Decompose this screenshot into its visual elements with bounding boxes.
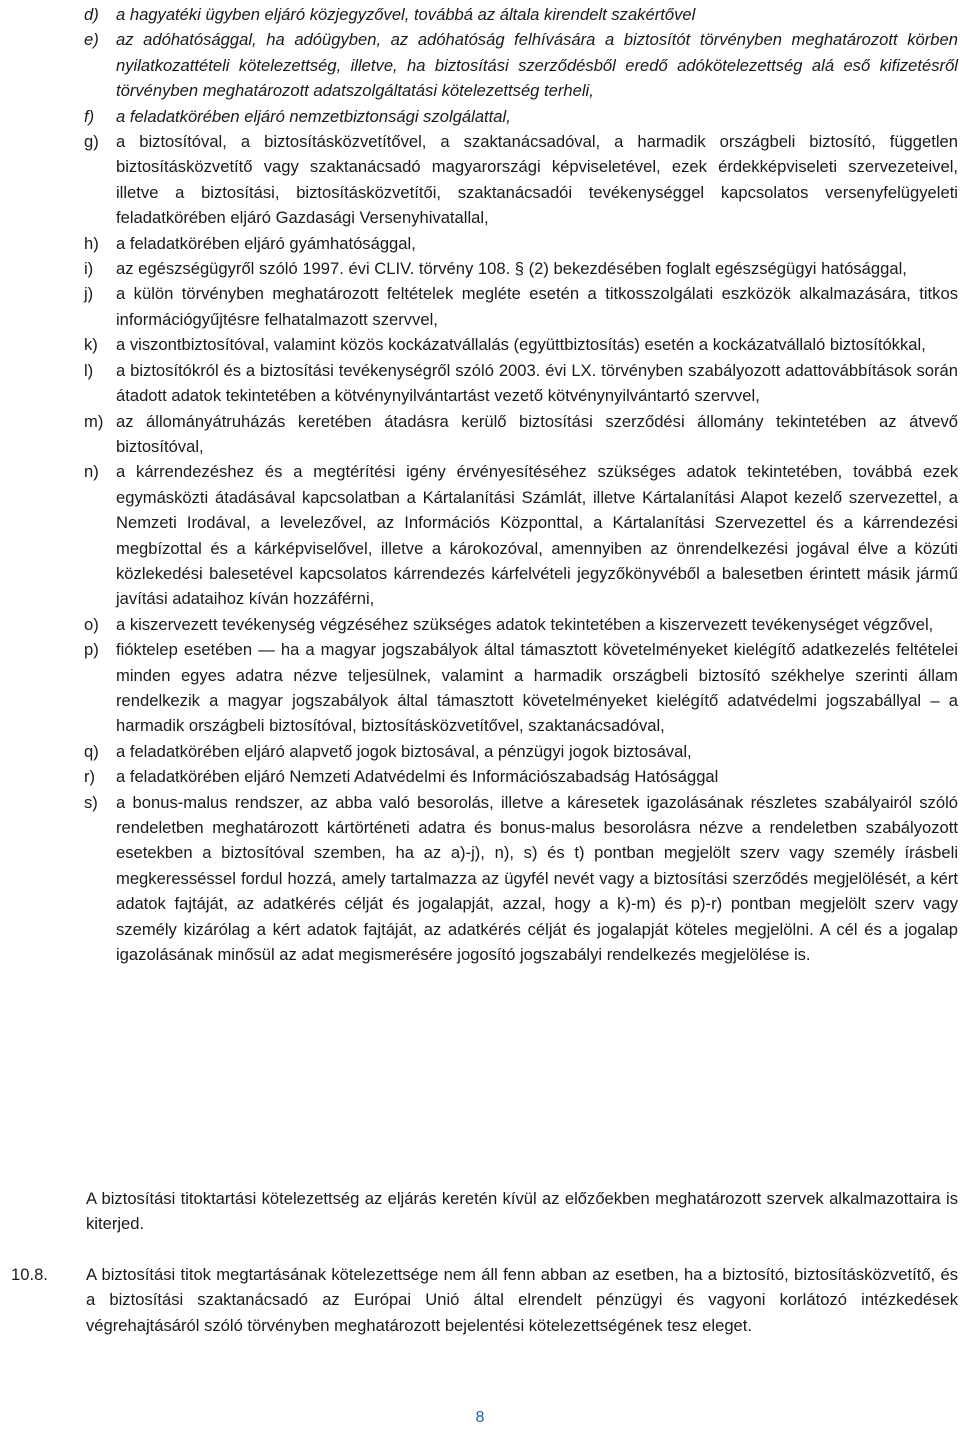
- list-item: [84, 332, 958, 357]
- list-item-text: az egészségügyről szóló 1997. évi CLIV. törvény 108. § (2) bekezdésében foglalt egészségügyi hatósággal,: [116, 259, 907, 279]
- list-item-text: a biztosítókról és a biztosítási tevékenységről szóló 2003. évi LX. törvényben szabályozott adattovábbítások során átadott adatok tekintetében a kötvénynyilvántartást vezető kötvénynyilvántartó szervvel,: [116, 360, 958, 406]
- list-item: [84, 2, 958, 27]
- list-item: [84, 637, 958, 739]
- list-item-label: f): [84, 106, 95, 126]
- list-item: [84, 358, 958, 409]
- list-item: [84, 231, 958, 256]
- section-paragraph: A biztosítási titok megtartásának kötelezettsége nem áll fenn abban az esetben, ha a biztosító, biztosításközvetítő, és a biztosítási szaktanácsadó az Európai Unió által elrendelt pénzügyi és vagyoni korlátozó intézkedések végrehajtásáról szóló törvényben meghatározott bejelentési kötelezettségének tesz eleget.: [86, 1265, 958, 1335]
- list-item-text: a kárrendezéshez és a megtérítési igény érvényesítéséhez szükséges adatok tekintetében, továbbá ezek egymásközti átadásával kapcsolatban a Kártalanítási Számlát, illetve Kártalanítási Alapot kezelő szervezettel, a Nemzeti Irodával, a levelezővel, az Információs Központtal, a Kártalanítási Szervezettel és a kárrendezési megbízottal és a kárképviselővel, illetve a károkozóval, amennyiben az önrendelkezési jogával élve a közúti közlekedési balesetével kapcsolatos kárrendezés kárfelvételi jegyzőkönyvéből a balesetben érintett másik jármű javítási adataihoz kíván hozzáférni,: [116, 462, 958, 609]
- list-item: [84, 27, 958, 103]
- list-item: [84, 790, 958, 968]
- list-item: [84, 129, 958, 231]
- list-item-text: a feladatkörében eljáró nemzetbiztonsági szolgálattal,: [116, 106, 511, 126]
- closing-paragraph: A biztosítási titoktartási kötelezettség az eljárás keretén kívül az előzőekben meghatározott szervek alkalmazottaira is kiterjed.: [86, 1189, 958, 1234]
- list-item: [84, 281, 958, 332]
- list-item: [84, 409, 958, 460]
- list-item-text: a feladatkörében eljáró Nemzeti Adatvédelmi és Információszabadság Hatósággal: [116, 767, 719, 787]
- list-item-label: g): [84, 132, 99, 152]
- list-item: [84, 764, 958, 789]
- list-item-label: j): [84, 284, 94, 304]
- list-item-text: fióktelep esetében — ha a magyar jogszabályok által támasztott követelményeket kielégítő adatkezelés feltételei minden egyes adatra nézve teljesülnek, valamint a harmadik országbeli biztosító székhelye szerinti állam rendelkezik a magyar jogszabályok által támasztott követelményeket kielégítő adatvédelmi jogszabállyal – a harmadik országbeli biztosítóval, biztosításközvetítővel, szaktanácsadóval,: [116, 640, 958, 736]
- list-item-label: i): [84, 259, 94, 279]
- page-number: 8: [475, 1409, 485, 1426]
- list-item-text: a viszontbiztosítóval, valamint közös kockázatvállalás (együttbiztosítás) esetén a kockázatvállaló biztosítókkal,: [116, 335, 926, 355]
- list-item: [84, 104, 958, 129]
- list-item: [84, 459, 958, 611]
- enumerated-list: [84, 2, 958, 967]
- list-item-text: az állományátruházás keretében átadásra kerülő biztosítási szerződési állomány tekintetében az átvevő biztosítóval,: [116, 411, 958, 456]
- list-item-text: a hagyatéki ügyben eljáró közjegyzővel, továbbá az általa kirendelt szakértővel: [116, 5, 696, 24]
- list-item-label: p): [84, 640, 99, 660]
- list-item-text: a feladatkörében eljáró gyámhatósággal,: [116, 233, 416, 253]
- list-item-label: l): [84, 360, 94, 380]
- list-item-text: a bonus-malus rendszer, az abba való besorolás, illetve a káresetek igazolásának részletes szabályairól szóló rendeletben meghatározott kártörténeti adatra és bonus-malus besorolásra nézve a rendeletben szabályozott esetekben a biztosítóval szemben, ha az a)-j), n), s) és t) pontban megjelölt szerv vagy személy írásbeli megkeresséssel fordul hozzá, amely tartalmazza az ügyfél nevét vagy a biztosítási szerződés megjelölését, a kért adatok fajtáját, az adatkérés célját és jogalapját, azzal, hogy a k)-m) és p)-r) pontban megjelölt szerv vagy személy kizárólag a kért adatok fajtáját, az adatkérés célját és jogalapját köteles megjelölni. A cél és a jogalap igazolásának minősül az adat megismerésére jogosító jogszabályi rendelkezés megjelölése is.: [116, 792, 958, 965]
- list-item-text: a külön törvényben meghatározott feltételek megléte esetén a titkosszolgálati eszközök alkalmazására, titkos információgyűjtésre felhatalmazott szervvel,: [116, 284, 958, 329]
- section-number: 10.8.: [11, 1265, 48, 1284]
- list-item-text: a feladatkörében eljáró alapvető jogok biztosával, a pénzügyi jogok biztosával,: [116, 741, 692, 761]
- list-item-text: az adóhatósággal, ha adóügyben, az adóhatóság felhívására a biztosítót törvényben meghatározott körben nyilatkozattételi kötelezettség, illetve, ha biztosítási szerződésből eredő adókötelezettség alá eső kifizetésről törvényben meghatározott adatszolgáltatási kötelezettség terheli,: [116, 30, 958, 101]
- list-item-label: d): [84, 5, 99, 24]
- list-item-label: h): [84, 233, 99, 253]
- list-item-text: a biztosítóval, a biztosításközvetítővel, a szaktanácsadóval, a harmadik országbeli biztosító, független biztosításközvetítő vagy szaktanácsadó magyarországi képviseletével, ezek érdekképviseleti szervezeteivel, illetve a biztosítási, biztosításközvetítői, szaktanácsadói tevékenységgel kapcsolatos versenyfelügyeleti feladatkörében eljáró Gazdasági Versenyhivatallal,: [116, 132, 958, 228]
- list-item: [84, 256, 958, 281]
- list-item-label: s): [84, 792, 98, 812]
- list-item: [84, 739, 958, 764]
- list-item-label: k): [84, 335, 98, 355]
- list-item-label: q): [84, 741, 99, 761]
- list-item-label: n): [84, 462, 99, 482]
- list-item-label: e): [84, 30, 99, 50]
- list-item-label: o): [84, 614, 99, 634]
- list-item-label: m): [84, 411, 104, 431]
- list-item-text: a kiszervezett tevékenység végzéséhez szükséges adatok tekintetében a kiszervezett tevékenységet végzővel,: [116, 614, 934, 634]
- list-item: [84, 612, 958, 637]
- list-item-label: r): [84, 767, 96, 787]
